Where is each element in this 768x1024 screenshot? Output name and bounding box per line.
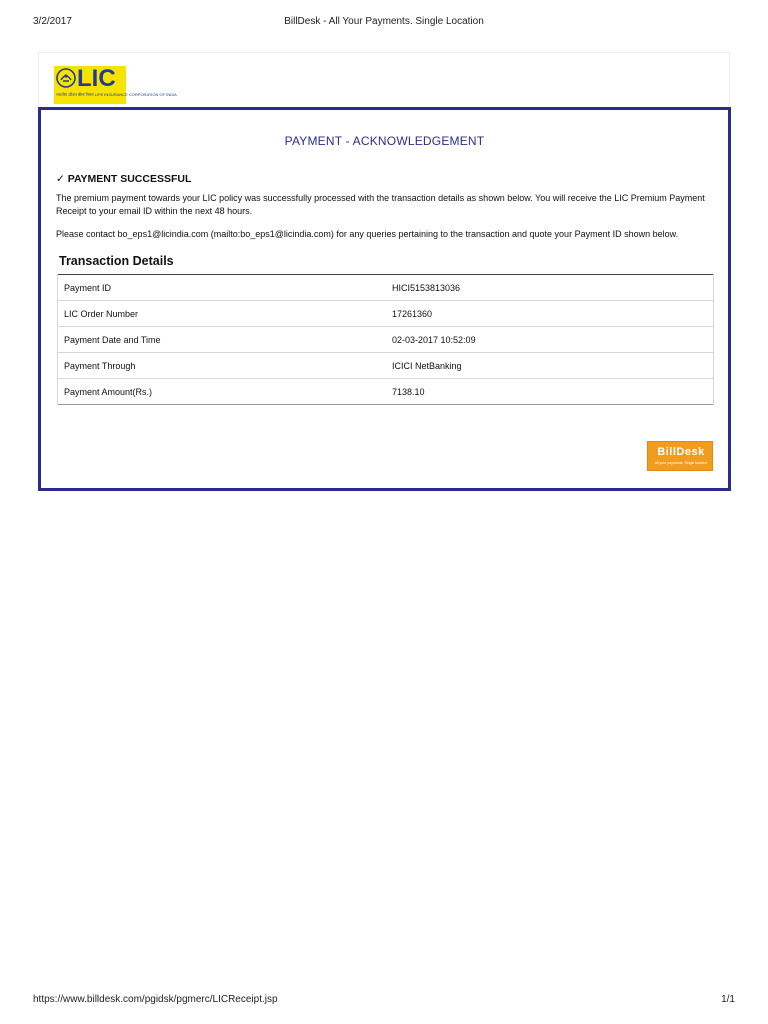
table-row: [58, 379, 714, 405]
row-label: Payment ID: [58, 275, 387, 301]
lic-logo-subtext: भारतीय जीवन बीमा निगम LIFE INSURANCE CORPORATION OF INDIA: [56, 92, 177, 97]
page-title: PAYMENT - ACKNOWLEDGEMENT: [284, 134, 485, 148]
table-row: [58, 353, 714, 379]
print-url: https://www.billdesk.com/pgidsk/pgmerc/LICReceipt.jsp: [33, 994, 278, 1005]
print-footer: [0, 994, 768, 1008]
table-row: [58, 275, 714, 301]
acknowledgement-panel: [38, 107, 731, 491]
payment-status: ✓ PAYMENT SUCCESSFUL: [56, 173, 192, 185]
row-value: 17261360: [386, 301, 714, 327]
lic-emblem-icon: [56, 68, 76, 88]
row-value: ICICI NetBanking: [386, 353, 714, 379]
row-value: HICI5153813036: [386, 275, 714, 301]
transaction-details-table: [57, 274, 714, 405]
row-label: Payment Amount(Rs.): [58, 379, 387, 405]
row-label: Payment Through: [58, 353, 387, 379]
row-value: 7138.10: [386, 379, 714, 405]
row-label: Payment Date and Time: [58, 327, 387, 353]
table-row: [58, 327, 714, 353]
lic-logo-text: LIC: [77, 65, 116, 92]
print-date: 3/2/2017: [33, 16, 72, 27]
success-message: The premium payment towards your LIC policy was successfully processed with the transaction details as shown below. You will receive the LIC Premium Payment Receipt to your email ID within the next 48 hours.: [56, 193, 705, 216]
billdesk-logo: [647, 441, 713, 471]
logo-area: [38, 52, 730, 106]
billdesk-tagline: All your payments. Single location: [654, 461, 708, 465]
lic-logo: [54, 65, 177, 104]
page-number: 1/1: [721, 994, 735, 1005]
transaction-details-heading: Transaction Details: [59, 254, 174, 268]
print-header: [0, 16, 768, 30]
row-label: LIC Order Number: [58, 301, 387, 327]
billdesk-logo-text: BillDesk: [657, 446, 705, 458]
print-page-title: BillDesk - All Your Payments. Single Location: [284, 16, 484, 27]
table-row: [58, 301, 714, 327]
row-value: 02-03-2017 10:52:09: [386, 327, 714, 353]
contact-message: Please contact bo_eps1@licindia.com (mailto:bo_eps1@licindia.com) for any queries pertaining to the transaction and quote your Payment ID shown below.: [56, 229, 679, 239]
